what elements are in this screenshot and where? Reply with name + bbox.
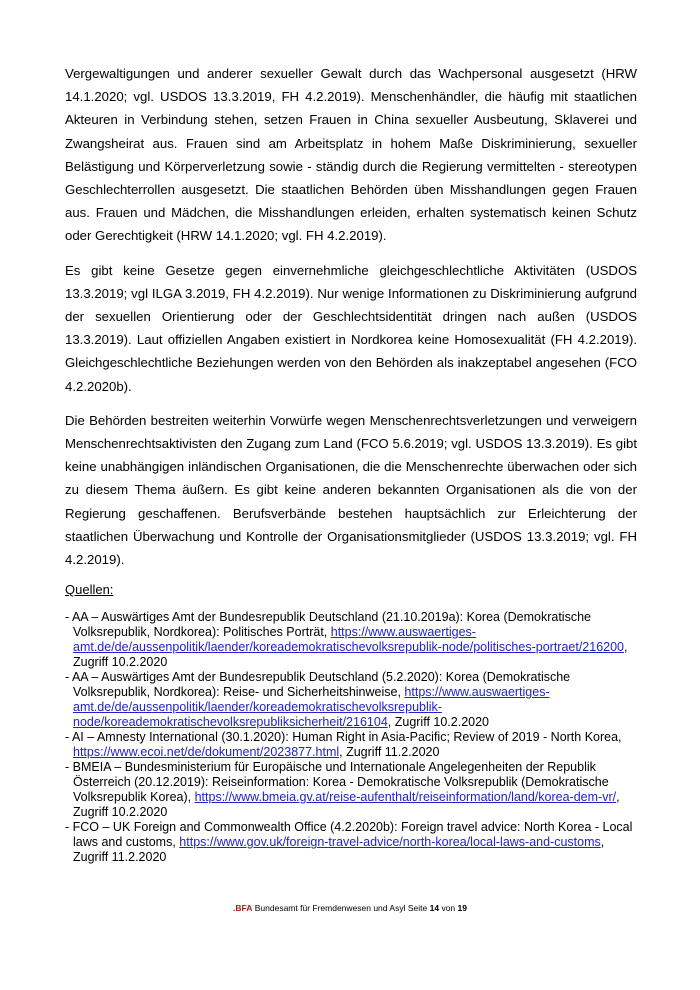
paragraph-lgbt: Es gibt keine Gesetze gegen einvernehmliche gleichgeschlechtliche Aktivitäten (USDOS 13.3.2019; vgl ILGA 3.2019, FH 4.2.2019). Nur wenige Informationen zu Diskriminierung aufgrund der sexuellen Orientierung oder der Geschlechtsidentität dringen nach außen (USDOS 13.3.2019). Laut offiziellen Angaben existiert in Nordkorea keine Homosexualität (FH 4.2.2019). Gleichgeschlechtliche Beziehungen werden von den Behörden als inakzeptabel angesehen (FCO 4.2.2020b). [65,262,637,394]
footer-separator: von [441,903,456,913]
paragraph-human-rights-orgs: Die Behörden bestreiten weiterhin Vorwürfe wegen Menschenrechtsverletzungen und verweigern Menschenrechtsaktivisten den Zugang zum Land (FCO 5.6.2019; vgl. USDOS 13.3.2019). Es gibt keine unabhängigen inländischen Organisationen, die die Menschenrechte überwachen oder sich zu diesem Thema äußern. Es gibt keine anderen bekannten Organisationen als die von der Regierung geschaffenen. Berufsverbände bestehen hauptsächlich zur Erleichterung der staatlichen Überwachung und Kontrolle der Organisationsmitglieder (USDOS 13.3.2019; vgl. FH 4.2.2019). [65,412,637,568]
sources-section [65,582,637,865]
source-link[interactable]: https://www.ecoi.net/de/dokument/2023877.html [73,745,340,760]
footer-total-pages: 19 [457,903,467,913]
source-item [65,610,637,670]
page-footer [0,903,700,914]
source-link[interactable]: https://www.auswaertiges-amt.de/de/aussenpolitik/laender/koreademokratischevolksrepublik-node/koreademokratischevolksrepubliksicherheit/216104 [73,685,550,730]
source-link[interactable]: https://www.auswaertiges-amt.de/de/aussenpolitik/laender/koreademokratischevolksrepublik-node/politisches-portraet/216200 [73,625,625,655]
source-text: , Zugriff 11.2.2020 [339,745,440,760]
source-item [65,820,637,865]
footer-department: Bundesamt für Fremdenwesen und Asyl [254,903,406,913]
source-text: - BMEIA – Bundesministerium für Europäische und Internationale Angelegenheiten der Republik Österreich (20.12.2019): Reiseinformation: Korea - Demokratische Volksrepublik (Demokratische Volksrepublik Korea), [65,760,609,805]
source-item [65,760,637,820]
bfa-logo: .BFA [233,903,253,913]
source-text: - FCO – UK Foreign and Commonwealth Office (4.2.2020b): Foreign travel advice: North Korea - Local laws and customs, [65,820,633,850]
sources-list [65,610,637,865]
source-text: , Zugriff 10.2.2020 [73,640,628,670]
source-link[interactable]: https://www.gov.uk/foreign-travel-advice/north-korea/local-laws-and-customs [179,835,601,850]
source-link[interactable]: https://www.bmeia.gv.at/reise-aufenthalt/reiseinformation/land/korea-dem-vr/ [194,790,617,805]
paragraph-women-rights: Vergewaltigungen und anderer sexueller Gewalt durch das Wachpersonal ausgesetzt (HRW 14.1.2020; vgl. USDOS 13.3.2019, FH 4.2.2019). Menschenhändler, die häufig mit staatlichen Akteuren in Verbindung stehen, setzen Frauen in China sexueller Ausbeutung, Sklaverei und Zwangsheirat aus. Frauen sind am Arbeitsplatz in hohem Maße Diskriminierung, sexueller Belästigung und Körperverletzung sowie - ständig durch die Regierung vermittelten - stereotypen Geschlechterrollen ausgesetzt. Die staatlichen Behörden üben Misshandlungen gegen Frauen aus. Frauen und Mädchen, die Misshandlungen erleiden, erhalten systematisch keinen Schutz oder Gerechtigkeit (HRW 14.1.2020; vgl. FH 4.2.2019). [65,66,637,244]
source-text: - AA – Auswärtiges Amt der Bundesrepublik Deutschland (5.2.2020): Korea (Demokratische Volksrepublik, Nordkorea): Reise- und Sicherheitshinweise, [65,670,571,700]
source-text: , Zugriff 10.2.2020 [387,715,490,730]
source-text: , Zugriff 11.2.2020 [73,835,605,865]
sources-heading: Quellen: [65,582,114,598]
source-text: , Zugriff 10.2.2020 [73,790,620,820]
body-text [65,62,637,571]
source-item [65,670,637,730]
footer-page-label: Seite [407,903,428,913]
source-text: - AA – Auswärtiges Amt der Bundesrepublik Deutschland (21.10.2019a): Korea (Demokratische Volksrepublik, Nordkorea): Politisches Porträt, [65,610,591,640]
source-item [65,730,637,760]
footer-page-number: 14 [429,903,440,913]
source-text: - AI – Amnesty International (30.1.2020): Human Right in Asia-Pacific; Review of 2019 - North Korea, [65,730,622,745]
